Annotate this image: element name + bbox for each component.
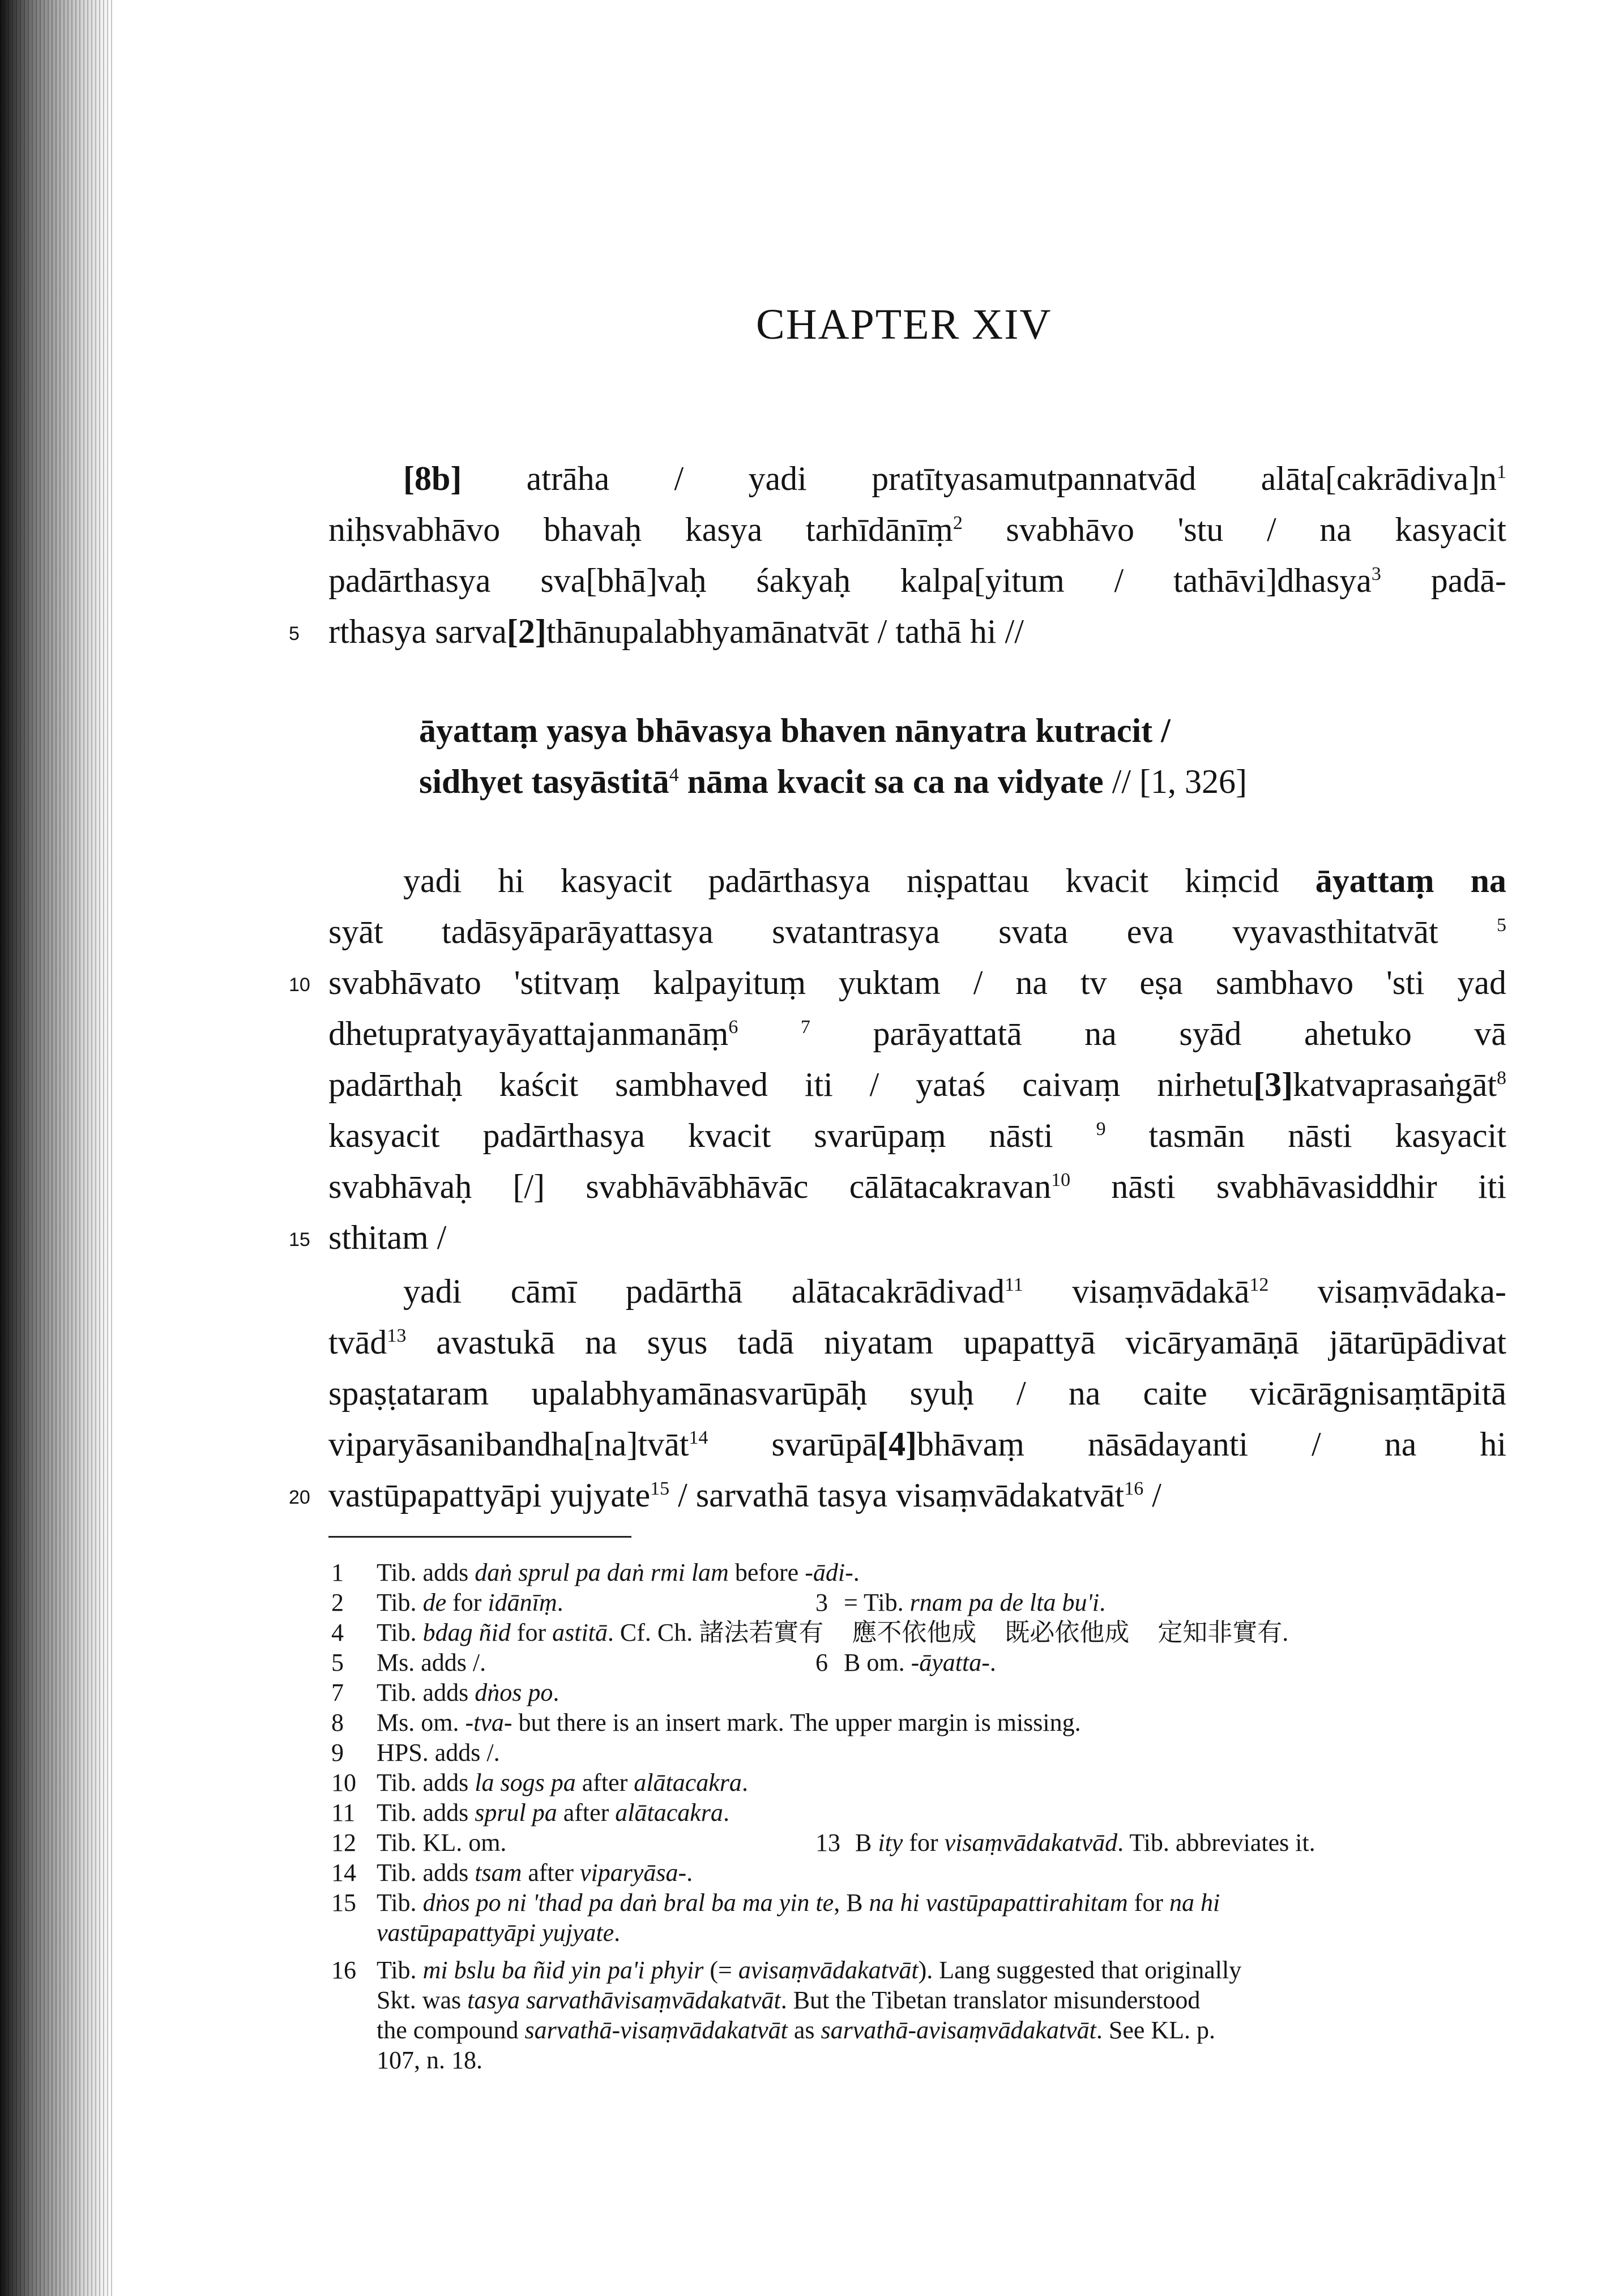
footnote-number: 16 (331, 1956, 356, 1984)
footnote-number: 7 (331, 1679, 344, 1706)
text-line: padārthaḥ kaścit sambhaved iti / yataś caivaṃ nirhetu[3]katvaprasaṅgāt$^8$ (328, 1066, 1506, 1103)
text-line: niḥsvabhāvo bhavaḥ kasya tarhīdānīṃ$^2$ svabhāvo 'stu / na kasyacit (328, 511, 1507, 548)
chinese-text: 定知非實有 (1158, 1619, 1283, 1646)
footnote-ref: 16 (1124, 1478, 1144, 1499)
verse-reference: // [1, 326] (1103, 763, 1247, 800)
text-line: viparyāsanibandha[na]tvāt$^{14}$ svarūpā[4]bhāvaṃ nāsādayanti / na hi (328, 1426, 1506, 1463)
chinese-text: 既必依他成 (1005, 1619, 1130, 1646)
footnote-16: Tib. mi bslu ba ñid yin pa'i phyir (= avisaṃvādakatvāt). Lang suggested that originally (377, 1956, 1242, 1984)
footnote-number: 2 (331, 1589, 344, 1616)
footnote-number: 8 (331, 1709, 344, 1736)
folio-mark: [3] (1253, 1066, 1293, 1103)
footnote-number: 6 (815, 1649, 828, 1676)
verse-line-2: sidhyet tasyāstitā$^4$ nāma kvacit sa ca na vidyate // [1, 326] (419, 763, 1247, 800)
footnote-number: 4 (331, 1619, 344, 1646)
footnote-ref: 9 (1096, 1119, 1106, 1140)
footnote-15-continued: vastūpapattyāpi yujyate. (377, 1919, 621, 1947)
footnote-number: 12 (331, 1829, 356, 1857)
page-edge-stripes (0, 0, 113, 2296)
footnote-16-continued: Skt. was tasya sarvathāvisaṃvādakatvāt. But the Tibetan translator misunderstood (377, 1986, 1201, 2014)
verse-line-1: āyattaṃ yasya bhāvasya bhaven nānyatra kutracit / (419, 712, 1171, 749)
text-line: yadi cāmī padārthā alātacakrādivad$^{11}$ visaṃvādakā$^{12}$ visaṃvādaka- (403, 1273, 1506, 1310)
footnote-13: B ity for visaṃvādakatvād. Tib. abbreviates it. (855, 1829, 1316, 1857)
footnote-2: Tib. de for idānīṃ. (377, 1589, 563, 1616)
chapter-title: CHAPTER XIV (756, 301, 1052, 348)
footnote-number: 9 (331, 1739, 344, 1766)
footnote-number: 11 (331, 1799, 356, 1826)
footnote-5: Ms. adds /. (377, 1649, 486, 1676)
footnote-number: 10 (331, 1769, 356, 1796)
text-line: rthasya sarva[2]thānupalabhyamānatvāt / tathā hi // (328, 613, 1024, 650)
footnote-15: Tib. dṅos po ni 'thad pa daṅ bral ba ma yin te, B na hi vastūpapattirahitam for na hi (377, 1889, 1220, 1917)
text-line: svabhāvaḥ [/] svabhāvābhāvāc cālātacakravan$^{10}$ nāsti svabhāvasiddhir iti (328, 1168, 1506, 1205)
folio-ref: [8b] (403, 460, 462, 497)
text-line: yadi hi kasyacit padārthasya niṣpattau kvacit kiṃcid āyattaṃ na (403, 862, 1506, 899)
footnote-ref: 11 (1005, 1274, 1023, 1295)
text-line: spaṣṭataram upalabhyamānasvarūpāḥ syuḥ / na caite vicārāgnisaṃtāpitā (328, 1375, 1506, 1412)
line-number: 20 (289, 1487, 310, 1508)
footnote-number: 13 (815, 1829, 840, 1857)
text-line: vastūpapattyāpi yujyate$^{15}$ / sarvathā tasya visaṃvādakatvāt$^{16}$ / (328, 1476, 1161, 1514)
footnote-4: Tib. bdag ñid for astitā. Cf. Ch. 諸法若實有 應不依他成 既必依他成 定知非實有. (377, 1619, 1289, 1646)
footnote-ref: 8 (1497, 1068, 1506, 1089)
footnote-ref: 12 (1249, 1274, 1269, 1295)
chinese-text: 諸法若實有 (699, 1619, 824, 1646)
footnote-ref: 2 (953, 513, 963, 534)
footnote-number: 14 (331, 1859, 356, 1887)
footnote-9: HPS. adds /. (377, 1739, 500, 1766)
footnote-3: = Tib. rnam pa de lta bu'i. (844, 1589, 1106, 1616)
text-line: padārthasya sva[bhā]vaḥ śakyaḥ kalpa[yitum / tathāvi]dhasya$^3$ padā- (328, 562, 1506, 599)
footnote-ref: 7 (800, 1017, 810, 1038)
footnote-16-continued: 107, n. 18. (377, 2046, 482, 2074)
footnote-number: 5 (331, 1649, 344, 1676)
footnote-ref: 10 (1051, 1170, 1071, 1190)
footnote-ref: 15 (650, 1478, 670, 1499)
text-line: dhetupratyayāyattajanmanāṃ$^6$ $^7$ parāyattatā na syād ahetuko vā (328, 1015, 1507, 1052)
text-line: [8b] atrāha / yadi pratītyasamutpannatvād $alāta[cakrādiva]n^1$ (403, 460, 1506, 497)
footnote-11: Tib. adds sprul pa after alātacakra. (377, 1799, 729, 1826)
footnote-ref: 4 (669, 765, 679, 786)
footnote-12: Tib. KL. om. (377, 1829, 507, 1857)
footnote-ref: 14 (689, 1427, 708, 1448)
chinese-text: 應不依他成 (852, 1619, 977, 1646)
footnote-7: Tib. adds dṅos po. (377, 1679, 559, 1706)
text-line: sthitam / (328, 1219, 447, 1256)
line-number: 15 (289, 1229, 310, 1251)
text-line: svabhāvato 'stitvaṃ kalpayituṃ yuktam / na tv eṣa sambhavo 'sti yad (328, 964, 1506, 1001)
text-line: syāt tadāsyāparāyattasya svatantrasya svata eva vyavasthitatvāt $^5$ (328, 913, 1506, 950)
footnote-8: Ms. om. -tva- but there is an insert mark. The upper margin is missing. (377, 1709, 1081, 1736)
footnote-ref: 5 (1497, 915, 1506, 936)
footnote-separator (328, 1536, 631, 1538)
line-number: 10 (289, 974, 310, 996)
line-number: 5 (289, 623, 300, 645)
footnote-number: 15 (331, 1889, 356, 1917)
text-line: tvād$^{13}$ avastukā na syus tadā niyatam upapattyā vicāryamāṇā jātarūpādivat (328, 1324, 1506, 1361)
footnote-1: Tib. adds daṅ sprul pa daṅ rmi lam before -ādi-. (377, 1559, 860, 1586)
footnote-14: Tib. adds tsam after viparyāsa-. (377, 1859, 693, 1887)
footnote-number: 3 (815, 1589, 828, 1616)
footnote-ref: 6 (728, 1017, 738, 1038)
footnote-ref: 13 (387, 1325, 407, 1346)
footnote-10: Tib. adds la sogs pa after alātacakra. (377, 1769, 748, 1796)
footnote-ref: 3 (1371, 564, 1381, 584)
footnote-16-continued: the compound sarvathā-visaṃvādakatvāt as sarvathā-avisaṃvādakatvāt. See KL. p. (377, 2016, 1216, 2044)
footnote-number: 1 (331, 1559, 344, 1586)
footnote-6: B om. -āyatta-. (844, 1649, 996, 1676)
footnote-ref: 1 (1497, 462, 1506, 483)
folio-mark: [2] (506, 613, 546, 650)
folio-mark: [4] (877, 1426, 917, 1463)
text-line: kasyacit padārthasya kvacit svarūpaṃ nāsti $^9$ tasmān nāsti kasyacit (328, 1117, 1506, 1154)
